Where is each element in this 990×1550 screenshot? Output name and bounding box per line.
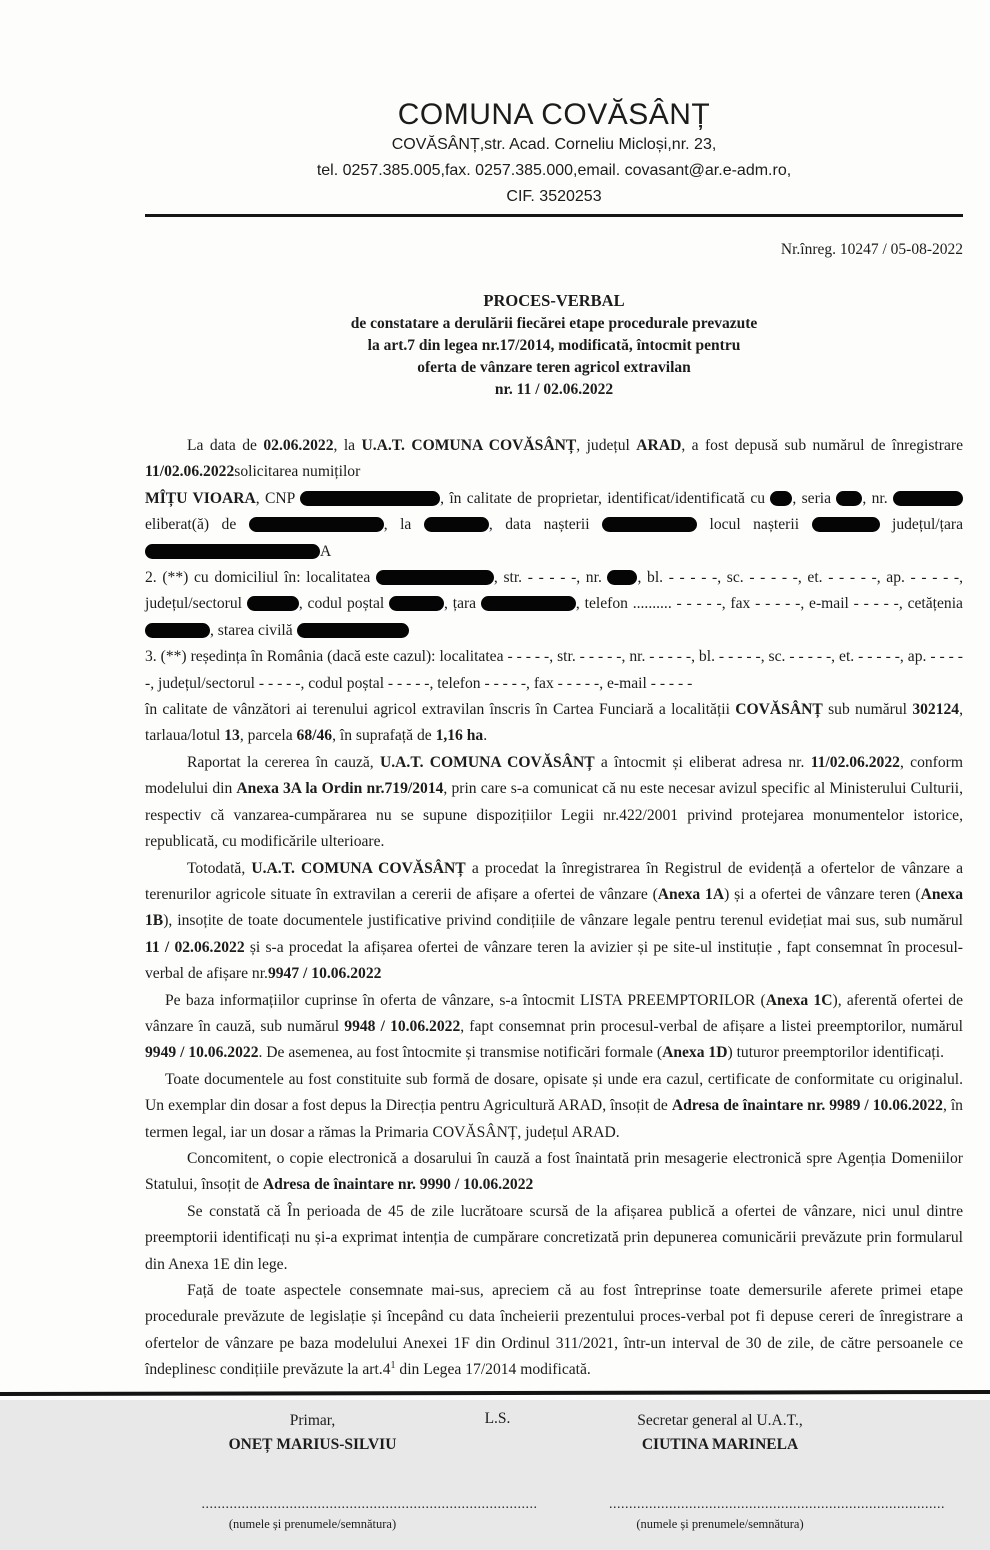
bold-text-run: Adresa de înaintare nr. 9989 / 10.06.2022 [671,1097,943,1115]
bold-text-run: 1,16 ha [435,727,484,745]
paragraph [145,1199,963,1278]
bold-text-run: 11/02.06.2022 [810,753,900,771]
redaction-bar [893,491,963,506]
redaction-bar [297,623,409,638]
text-run: . De asemenea, au fost întocmite și transmise notificări formale ( [258,1044,663,1062]
paragraph [145,486,963,565]
bold-text-run: 13 [224,727,240,745]
text-run: locul nașterii [697,516,812,534]
bold-text-run: MÎȚU VIOARA [145,489,256,507]
text-run: Totodată, [187,859,252,877]
redaction-bar [812,517,880,532]
text-run: , bl. - - - - -, sc. - - - - -, et. - - - - -, ap. - - - - -, județul/sectorul [145,569,963,613]
text-run: solicitarea numiților [234,463,361,481]
text-run: ), insoțite de toate documentele justificative privind condițiile de vânzare legale pentru terenul evidețiat mai sus, sub numărul [163,912,963,930]
redaction-bar [389,596,444,611]
bold-text-run: 68/46 [296,727,333,745]
paragraph [145,644,963,697]
title-line: oferta de vânzare teren agricol extravilan [417,359,691,376]
seal-placeholder: L.S. [484,1409,511,1427]
text-run: , țara [444,595,481,613]
text-run: Față de toate aspectele consemnate mai-sus, apreciem că au fost întreprinse toate demersurile aferete primei etape procedurale prevăzute de legislație și începând cu data încheierii prezentului proces-verbal pot fi depuse cereri de înregistrare a ofertelor de vânzare pe baza modelului Anexei 1F din Ordinul 311/2021, într-un interval de 30 de zile, de către persoanele ce îndeplinesc condițiile prevăzute la art.4 [145,1282,963,1379]
title-line: la art.7 din legea nr.17/2014, modificată, întocmit pentru [367,337,741,354]
bold-text-run: Anexa 3A la Ordin nr.719/2014 [236,780,444,798]
paragraph [145,433,963,486]
bold-text-run: Anexa 1B [145,885,964,930]
bold-text-run: U.A.T. COMUNA COVĂSÂNȚ [380,753,595,771]
text-run: , telefon .......... - - - - -, fax - - - - -, e-mail - - - - -, cetățenia [575,595,963,613]
text-run: Se constată că În perioada de 45 de zile lucrătoare scursă de la afișarea publică a ofertei de vânzare, nici unul dintre preemptorii identificați nu și-a exprimat intenția de cumpărare concretizată prin depunerea comunicării prevăzute prin formularul din Anexa 1E din lege. [145,1202,963,1273]
text-run: ) tuturor preemptorilor identificați. [727,1044,944,1062]
bold-text-run: Anexa 1D [662,1044,728,1062]
organization-contact: tel. 0257.385.005,fax. 0257.385.000,email. covasant@ar.e-adm.ro, [316,162,792,179]
text-run: A [320,542,332,560]
title-line: nr. 11 / 02.06.2022 [494,381,614,398]
text-run: ) și a ofertei de vânzare teren ( [724,885,921,903]
bold-text-run: Adresa de înaintare nr. 9990 / 10.06.2022 [262,1176,534,1194]
text-run: , în suprafață de [332,727,436,745]
text-run: , seria [792,489,837,507]
signature-block-secretar [550,1410,945,1534]
paragraph [145,988,963,1067]
paragraph [145,1278,963,1384]
text-run: , conform modelului din [145,753,963,798]
text-run: Pe baza informațiilor cuprinse în oferta de vânzare, s-a întocmit LISTA PREEMPTORILOR ( [165,991,766,1009]
paragraph [145,565,963,644]
text-run: a întocmit și eliberat adresa nr. [594,753,811,771]
text-run: 2. (**) cu domiciliul în: localitatea [145,569,376,587]
text-run: , în termen legal, iar un dosar a rămas la Primaria COVĂSÂNȚ, județul ARAD. [145,1097,963,1141]
text-run: ), aferentă ofertei de vânzare în cauză, sub numărul [145,991,963,1035]
bold-text-run: 11 / 02.06.2022 [145,938,245,956]
text-run: , prin care s-a comunicat că nu este necesar avizul specific al Ministerului Culturii, respectiv că vanzarea-cumpărarea nu se supune dispozițiilor Legii nr.422/2001 privind protejarea monumentelor istorice, republicată, cu modificările ulterioare. [145,780,963,851]
signature-section [145,1410,963,1550]
signature-caption: (numele și prenumele/semnătura) [228,1516,397,1531]
text-run: județul/țara [879,516,963,534]
signer-role: Primar, [289,1411,336,1429]
bold-text-run: 9947 / 10.06.2022 [267,965,382,983]
redaction-bar [247,596,299,611]
text-run: , în calitate de proprietar, identificat/identificată cu [440,489,771,507]
bold-text-run: U.A.T. COMUNA COVĂSÂNȚ [251,859,466,877]
bold-text-run: 02.06.2022 [263,437,334,454]
paragraph [145,750,963,856]
redaction-bar [145,623,210,638]
document-title: PROCES-VERBAL [483,291,625,310]
text-run: , parcela [239,727,297,745]
bold-text-run: 9949 / 10.06.2022 [145,1044,259,1062]
text-run: sub numărul [822,701,913,719]
title-line: de constatare a derulării fiecărei etape procedurale prevazute [350,315,758,332]
redaction-bar [481,596,576,611]
organization-cif: CIF. 3520253 [506,188,602,205]
letterhead-divider [145,214,963,217]
text-run: , data nașterii [488,516,603,534]
text-run: , fapt consemnat prin procesul-verbal de afișare a listei preemptorilor, numărul [460,1017,963,1035]
letterhead [145,0,963,210]
text-run: Concomitent, o copie electronică a dosarului în cauză a fost înaintată prin mesagerie electronică spre Agenția Domeniilor Statului, însoțit de [145,1149,963,1194]
organization-address: COVĂSÂNȚ,str. Acad. Corneliu Micloși,nr. 23, [391,136,717,153]
paragraph [145,697,963,750]
bold-text-run: ARAD [636,437,682,454]
bold-text-run: 9948 / 10.06.2022 [344,1017,461,1035]
redaction-bar [836,491,862,506]
bold-text-run: COVĂSÂNȚ [735,701,823,719]
text-run: și s-a procedat la afișarea ofertei de vânzare teren la avizier și pe site-ul instituție , fapt consemnat în procesul-verbal de afișare nr. [145,938,963,983]
text-run: La data de [187,437,264,454]
document-body [145,433,963,1384]
text-run: în calitate de vânzători ai terenului agricol extravilan înscris în Cartea Funciară a localității [145,701,736,719]
paragraph [145,856,963,988]
redaction-bar [424,517,489,532]
text-run: , județul [576,437,637,454]
bold-text-run: 11/02.06.2022 [145,463,235,481]
text-run: , a fost depusă sub numărul de înregistrare [681,437,963,454]
signature-caption: (numele și prenumele/semnătura) [636,1516,804,1531]
bold-text-run: U.A.T. COMUNA COVĂSÂNȚ [361,437,577,454]
text-run: . [483,727,488,745]
text-run: a procedat la înregistrarea în Registrul de evidență a ofertelor de vânzare a terenurilor agricole situate în extravilan a cererii de afișare a ofertei de vânzare ( [145,859,963,903]
text-run: , CNP [255,489,301,507]
redaction-bar [249,517,384,532]
registration-number: Nr.înreg. 10247 / 05-08-2022 [780,241,963,258]
redaction-bar [770,491,792,506]
signer-name: CIUTINA MARINELA [641,1435,799,1453]
title-block [145,289,963,401]
text-run: , la [333,437,362,454]
superscript: 1 [390,1360,396,1372]
text-run: Toate documentele au fost constituite sub formă de dosare, opisate și unde era cazul, certificate de conformitate cu originalul. Un exemplar din dosar a fost depus la Direcția pentru Agricultură ARAD, însoțit de [145,1070,963,1115]
text-run: , starea civilă [210,621,297,639]
signer-role: Secretar general al U.A.T., [637,1411,803,1429]
text-run: Raportat la cererea în cauză, [187,753,380,771]
text-run: , tarlaua/lotul [145,701,963,745]
redaction-bar [607,570,637,585]
paragraph [145,1146,963,1199]
bold-text-run: Anexa 1C [765,991,833,1009]
text-run: , codul poștal [298,595,390,613]
paragraph [145,1067,963,1146]
text-run: , nr. [862,489,893,507]
signer-name: ONEȚ MARIUS-SILVIU [228,1435,397,1453]
text-run: eliberat(ă) de [145,516,249,534]
bold-text-run: Anexa 1A [657,885,725,903]
text-run: 3. (**) reședința în România (dacă este cazul): localitatea - - - - -, str. - - - - -, nr. - - - - -, bl. - - - - -, sc. - - - - -, et. - - - - -, ap. - - - - -, județul/sectorul - - - - -, codul poștal - - - - -, telefon - - - - -, fax - - - - -, e-mail - - - - - [145,648,963,692]
bold-text-run: 302124 [912,701,960,719]
text-run: , str. - - - - -, nr. [493,569,608,587]
redaction-bar [602,517,697,532]
signature-dotted-line: .................................................................................... [609,1496,945,1512]
organization-name: COMUNA COVĂSÂNȚ [397,98,711,131]
text-run: din Legea 17/2014 modificată. [395,1361,591,1379]
text-run: , la [383,516,424,534]
document-content [145,0,963,1550]
redaction-bar [300,491,440,506]
redaction-bar [376,570,494,585]
redaction-bar [145,544,320,559]
signature-dotted-line: .................................................................................... [201,1496,538,1512]
